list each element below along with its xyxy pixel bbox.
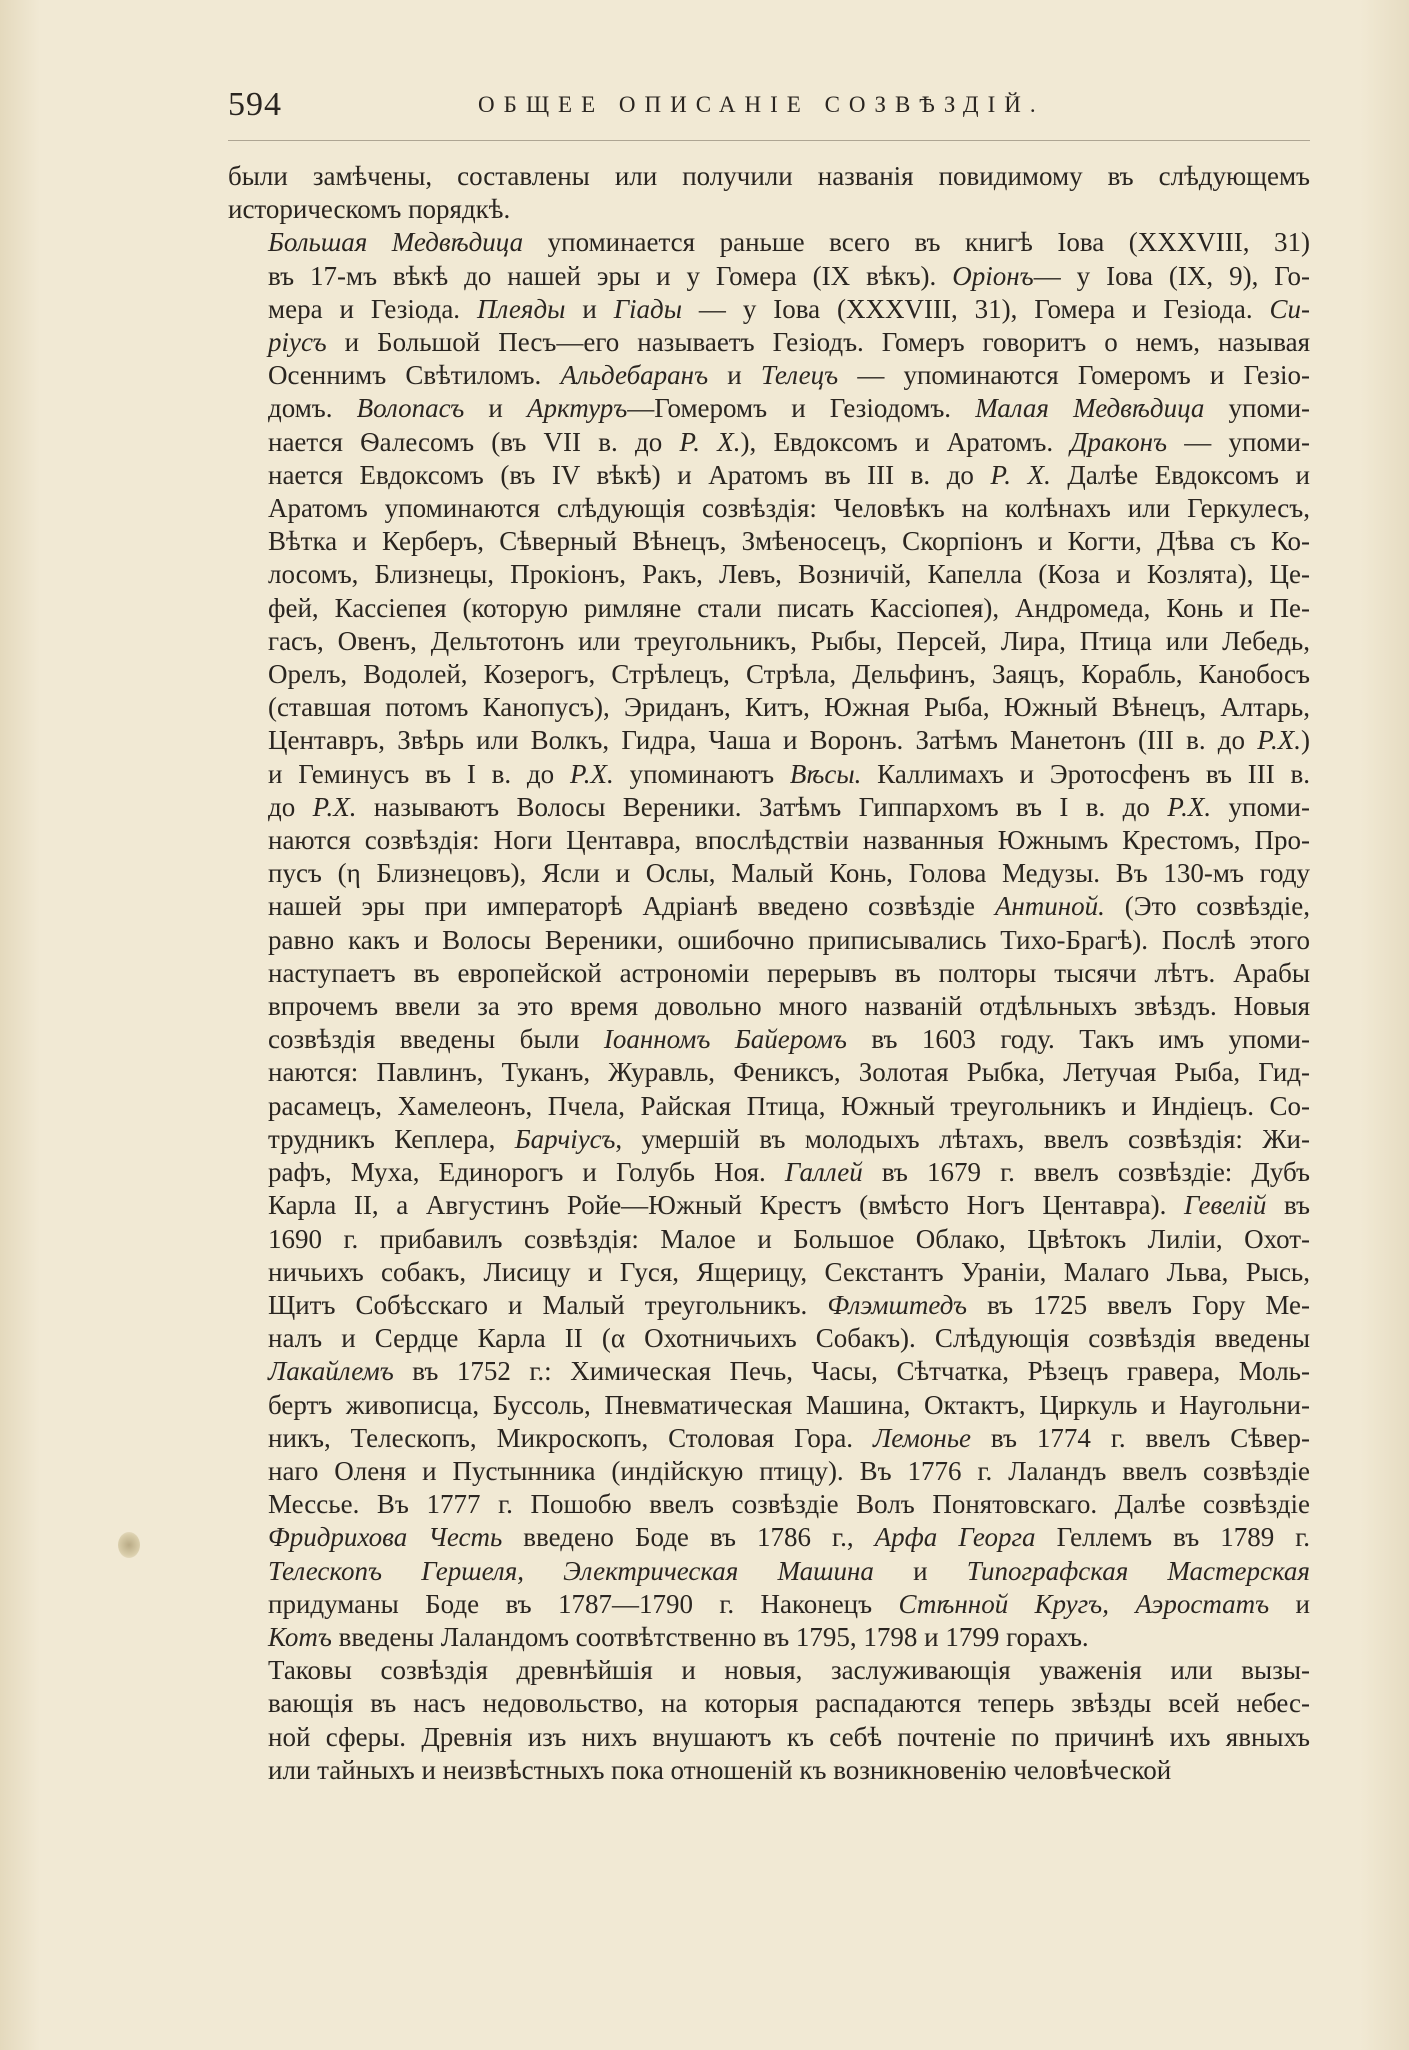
text-line	[228, 691, 1310, 724]
text-line	[228, 1488, 1310, 1521]
text-run: —Гомеромъ и Гезіодомъ.	[627, 393, 976, 424]
text-run: Карла II, а Августинъ Ройе—Южный Крестъ (вмѣсто Ногъ Центавра).	[268, 1190, 1184, 1221]
body-text	[228, 160, 1310, 1787]
italic-term: Телецъ	[760, 360, 839, 391]
italic-term: Барчіусъ	[514, 1123, 616, 1154]
text-line	[228, 1687, 1310, 1720]
text-run: (Это созвѣздіе,	[1104, 891, 1310, 922]
running-title: ОБЩЕЕ ОПИСАНІЕ СОЗВѢЗДІЙ.	[478, 92, 1045, 117]
text-run: лосомъ, Близнецы, Прокіонъ, Ракъ, Левъ, Возничій, Капелла (Коза и Козлята), Це-	[268, 559, 1310, 590]
text-run: ной сферы. Древнія изъ нихъ внушаютъ къ себѣ почтеніе по причинѣ ихъ явныхъ	[268, 1721, 1310, 1752]
text-run: Далѣе Евдоксомъ и	[1050, 459, 1310, 490]
text-line	[228, 857, 1310, 890]
text-run: придуманы Боде въ 1787—1790 г. Наконецъ	[268, 1588, 899, 1619]
text-run: наго Оленя и Пустынника (индійскую птицу). Въ 1776 г. Лаландъ ввелъ созвѣздіе	[268, 1455, 1310, 1486]
text-line	[228, 359, 1310, 392]
italic-term: Лемонье	[873, 1422, 971, 1453]
text-run: расамецъ, Хамелеонъ, Пчела, Райская Птица, Южный треугольникъ и Индіецъ. Со-	[268, 1090, 1310, 1121]
text-run: упоми-	[1204, 393, 1311, 424]
text-run: Мессье. Въ 1777 г. Пошобю ввелъ созвѣздіе Волъ Понятовскаго. Далѣе созвѣздіе	[268, 1489, 1310, 1520]
italic-term: Стѣнной Кругъ, Аэростатъ	[898, 1588, 1270, 1619]
text-run: наются: Павлинъ, Туканъ, Журавль, Фениксъ, Золотая Рыбка, Летучая Рыба, Гид-	[268, 1057, 1310, 1088]
text-line	[228, 1754, 1310, 1787]
italic-term: Оріонъ	[952, 260, 1034, 291]
text-line	[228, 326, 1310, 359]
italic-term: Флэмштедъ	[827, 1289, 968, 1320]
text-run: въ 17-мъ вѣкѣ до нашей эры и у Гомера (IX вѣкъ).	[268, 260, 953, 291]
text-run: Геллемъ въ 1789 г.	[1035, 1522, 1311, 1553]
text-line	[228, 1123, 1310, 1156]
text-line	[228, 625, 1310, 658]
text-line	[228, 426, 1310, 459]
text-line	[228, 791, 1310, 824]
text-run: — упоми-	[1167, 426, 1310, 457]
text-run: въ 1679 г. ввелъ созвѣздіе: Дубъ	[862, 1157, 1311, 1188]
text-run: были замѣчены, составлены или получили названія повидимому въ слѣдующемъ	[228, 161, 1310, 191]
text-run: созвѣздія введены были	[268, 1024, 604, 1055]
text-run: , умершій въ молодыхъ лѣтахъ, ввелъ созвѣздія: Жи-	[615, 1123, 1310, 1154]
text-line	[228, 226, 1310, 259]
text-line	[228, 1555, 1310, 1588]
text-line	[228, 1156, 1310, 1189]
text-run: въ	[1266, 1190, 1310, 1221]
text-run: и Геминусъ въ I в. до	[268, 758, 570, 789]
italic-term: Большая Медвѣдица	[268, 227, 524, 258]
text-run: никъ, Телескопъ, Микроскопъ, Столовая Гора.	[268, 1422, 873, 1453]
text-line	[228, 525, 1310, 558]
paper-stain	[118, 1532, 140, 1558]
italic-term: Р.Х.	[1257, 725, 1301, 756]
text-run: въ 1603 году. Такъ имъ упоми-	[846, 1024, 1310, 1055]
text-run: до	[268, 791, 313, 822]
text-run: бертъ живописца, Буссоль, Пневматическая Машина, Октактъ, Циркуль и Наугольни-	[268, 1389, 1310, 1420]
text-run: трудникъ Кеплера,	[268, 1123, 515, 1154]
text-line	[228, 1588, 1310, 1621]
text-run: — у Іова (IX, 9), Го-	[1033, 260, 1310, 291]
text-run: ), Евдоксомъ и Аратомъ.	[740, 426, 1071, 457]
text-run: упоми-	[1211, 791, 1310, 822]
text-run: въ 1752 г.: Химическая Печь, Часы, Сѣтчатка, Рѣзецъ гравера, Моль-	[393, 1356, 1310, 1387]
text-run: фей, Кассіепея (которую римляне стали писать Кассіопея), Андромеда, Конь и Пе-	[268, 592, 1310, 623]
text-run: вающія въ насъ недовольство, на которыя распадаются теперь звѣзды всей небес-	[268, 1688, 1310, 1719]
text-run: введены Лаландомъ соотвѣтственно въ 1795, 1798 и 1799 горахъ.	[331, 1621, 1089, 1652]
text-run: домъ.	[268, 393, 357, 424]
text-line	[228, 558, 1310, 591]
text-run: и Большой Песъ—его называетъ Гезіодъ. Гомеръ говоритъ о немъ, называя	[326, 327, 1310, 358]
italic-term: Арктуръ	[526, 393, 628, 424]
paragraph	[228, 226, 1310, 1654]
italic-term: Телескопъ Гершеля, Электрическая Машина	[268, 1555, 874, 1586]
text-run: и	[464, 393, 527, 424]
italic-term: Си-	[1269, 293, 1310, 324]
italic-term: Драконъ	[1070, 426, 1168, 457]
italic-term: Лакайлемъ	[268, 1356, 394, 1387]
text-run: и	[708, 360, 761, 391]
italic-term: Р. Х.	[679, 426, 741, 457]
italic-term: Фридрихова Честь	[268, 1522, 503, 1553]
text-run: называютъ Волосы Вереники. Затѣмъ Гиппархомъ въ I в. до	[356, 791, 1168, 822]
italic-term: Типографская Мастерская	[966, 1555, 1310, 1586]
italic-term: Альдебаранъ	[560, 360, 709, 391]
text-run: Вѣтка и Керберъ, Сѣверный Вѣнецъ, Змѣеносецъ, Скорпіонъ и Когти, Дѣва съ Ко-	[268, 526, 1310, 557]
text-run: въ 1725 ввелъ Гору Ме-	[967, 1289, 1310, 1320]
text-run: )	[1301, 725, 1310, 756]
italic-term: Котъ	[268, 1621, 332, 1652]
page-header	[228, 86, 1308, 130]
italic-term: ріусъ	[268, 327, 327, 358]
text-run: нашей эры при императорѣ Адріанѣ введено созвѣздіе	[268, 891, 995, 922]
text-line	[228, 957, 1310, 990]
text-run: нается Евдоксомъ (въ IV вѣкѣ) и Аратомъ въ III в. до	[268, 459, 991, 490]
text-run: равно какъ и Волосы Вереники, ошибочно приписывались Тихо-Брагѣ). Послѣ этого	[268, 924, 1310, 955]
text-line	[228, 1223, 1310, 1256]
text-run: 1690 г. прибавилъ созвѣздія: Малое и Большое Облако, Цвѣтокъ Лиліи, Охот-	[268, 1223, 1310, 1254]
text-run: введено Боде въ 1786 г.,	[502, 1522, 875, 1553]
text-run: или тайныхъ и неизвѣстныхъ пока отношеній къ возникновенію человѣческой	[268, 1754, 1172, 1785]
italic-term: Плеяды	[476, 293, 566, 324]
text-run: Орелъ, Водолей, Козерогъ, Стрѣлецъ, Стрѣла, Дельфинъ, Заяцъ, Корабль, Канобосъ	[268, 659, 1310, 690]
text-line	[228, 1621, 1310, 1654]
text-run: налъ и Сердце Карла II (α Охотничьихъ Собакъ). Слѣдующія созвѣздія введены	[268, 1323, 1310, 1354]
text-run: Каллимахъ и Эротосфенъ въ III в.	[861, 758, 1310, 789]
text-run: Щитъ Собѣсскаго и Малый треугольникъ.	[268, 1289, 828, 1320]
text-line	[228, 1455, 1310, 1488]
text-line	[228, 1355, 1310, 1388]
text-run: и	[1269, 1588, 1311, 1619]
text-line	[228, 758, 1310, 791]
text-line	[228, 1654, 1310, 1687]
text-run: упоминается раньше всего въ книгѣ Іова (XXXVIII, 31)	[523, 227, 1310, 258]
text-line	[228, 193, 1310, 226]
text-line	[228, 1289, 1310, 1322]
italic-term: Малая Медвѣдица	[975, 393, 1205, 424]
text-run: Таковы созвѣздія древнѣйшія и новыя, заслуживающія уваженія или вызы-	[268, 1655, 1310, 1686]
italic-term: Іоанномъ Байеромъ	[603, 1024, 847, 1055]
italic-term: Волопасъ	[356, 393, 465, 424]
text-run: и	[873, 1555, 967, 1586]
text-run: ничьихъ собакъ, Лисицу и Гуся, Ящерицу, Секстантъ Ураніи, Малаго Льва, Рысь,	[268, 1256, 1310, 1287]
italic-term: Гіады	[613, 293, 682, 324]
page-number: 594	[228, 86, 282, 123]
text-run: историческомъ порядкѣ.	[228, 194, 511, 225]
text-line	[228, 160, 1310, 193]
text-run: (ставшая потомъ Канопусъ), Эриданъ, Китъ, Южная Рыба, Южный Вѣнецъ, Алтарь,	[268, 692, 1310, 723]
italic-term: Вѣсы.	[789, 758, 862, 789]
text-line	[228, 459, 1310, 492]
italic-term: Р.Х.	[312, 791, 357, 822]
header-rule	[228, 140, 1310, 141]
text-line	[228, 724, 1310, 757]
text-run: впрочемъ ввели за это время довольно много названій отдѣльныхъ звѣздъ. Новыя	[268, 991, 1310, 1022]
text-line	[228, 1056, 1310, 1089]
paragraph	[228, 1654, 1310, 1787]
text-run: пусъ (η Близнецовъ), Ясли и Ослы, Малый Конь, Голова Медузы. Въ 130-мъ году	[268, 858, 1310, 889]
text-line	[228, 1023, 1310, 1056]
text-line	[228, 1189, 1310, 1222]
italic-term: Р.Х.	[1167, 791, 1212, 822]
text-line	[228, 1422, 1310, 1455]
text-line	[228, 592, 1310, 625]
text-run: Осеннимъ Свѣтиломъ.	[268, 360, 561, 391]
text-line	[228, 658, 1310, 691]
text-run: Аратомъ упоминаются слѣдующія созвѣздія: Человѣкъ на колѣнахъ или Геркулесъ,	[268, 493, 1310, 524]
italic-term: Р. Х.	[990, 459, 1051, 490]
text-run: наются созвѣздія: Ноги Центавра, впослѣдствіи названныя Южнымъ Крестомъ, Про-	[268, 825, 1310, 856]
italic-term: Р.Х.	[569, 758, 614, 789]
text-line	[228, 293, 1310, 326]
text-line	[228, 1256, 1310, 1289]
text-run: — упоминаются Гомеромъ и Гезіо-	[838, 360, 1310, 391]
text-line	[228, 1721, 1310, 1754]
italic-term: Галлей	[784, 1157, 863, 1188]
text-line	[228, 392, 1310, 425]
text-line	[228, 824, 1310, 857]
italic-term: Антиной.	[994, 891, 1105, 922]
text-run: рафъ, Муха, Единорогъ и Голубь Ноя.	[268, 1157, 785, 1188]
text-line	[228, 1389, 1310, 1422]
text-run: въ 1774 г. ввелъ Сѣвер-	[971, 1422, 1310, 1453]
italic-term: Гевелій	[1183, 1190, 1267, 1221]
text-run: Центавръ, Звѣрь или Волкъ, Гидра, Чаша и Воронъ. Затѣмъ Манетонъ (III в. до	[268, 725, 1258, 756]
text-line	[228, 492, 1310, 525]
text-line	[228, 924, 1310, 957]
text-run: — у Іова (XXXVIII, 31), Гомера и Гезіода.	[682, 293, 1270, 324]
text-line	[228, 260, 1310, 293]
text-line	[228, 990, 1310, 1023]
text-line	[228, 1322, 1310, 1355]
paragraph	[228, 160, 1310, 226]
text-run: гасъ, Овенъ, Дельтотонъ или треугольникъ, Рыбы, Персей, Лира, Птица или Лебедь,	[268, 625, 1310, 656]
text-run: упоминаютъ	[613, 758, 790, 789]
text-run: и	[565, 293, 614, 324]
text-run: мера и Гезіода.	[268, 293, 477, 324]
text-line	[228, 1090, 1310, 1123]
text-line	[228, 890, 1310, 923]
text-run: нается Ѳалесомъ (въ VII в. до	[268, 426, 680, 457]
italic-term: Арфа Георга	[874, 1522, 1036, 1553]
text-run: наступаетъ въ европейской астрономіи перерывъ въ полторы тысячи лѣтъ. Арабы	[268, 957, 1310, 988]
text-line	[228, 1521, 1310, 1554]
